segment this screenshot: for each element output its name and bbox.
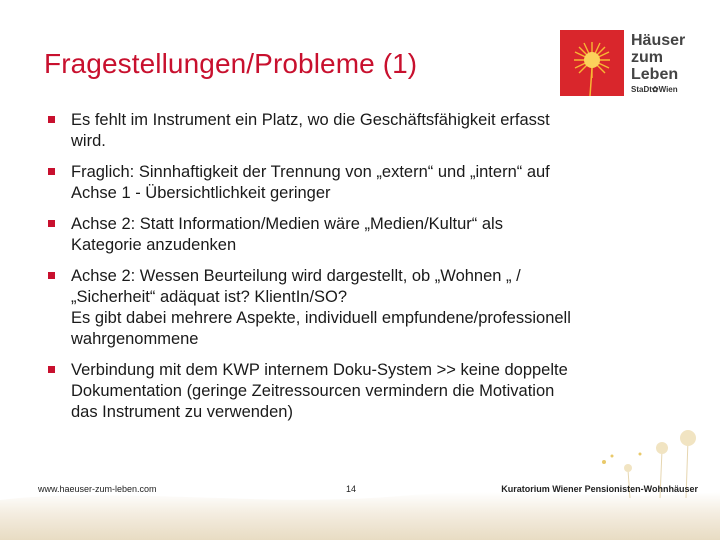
bullet-text-line: Achse 2: Statt Information/Medien wäre „Medien/Kultur“ als: [71, 215, 503, 233]
bullet-item: [48, 360, 688, 423]
logo-line: Leben: [631, 66, 679, 83]
square-bullet-icon: [48, 366, 55, 373]
bullet-item: [48, 266, 688, 350]
slide-title: Fragestellungen/Probleme (1): [44, 48, 418, 79]
bullet-list: [48, 110, 688, 433]
logo-line: Häuser: [631, 32, 686, 49]
bullet-text-line: wahrgenommene: [71, 330, 199, 348]
bullet-text-line: das Instrument zu verwenden): [71, 403, 293, 421]
bullet-text-line: wird.: [71, 132, 106, 150]
bullet-item: [48, 162, 688, 204]
bullet-item: [48, 110, 688, 152]
bullet-text-line: Achse 2: Wessen Beurteilung wird dargestellt, ob „Wohnen „ /: [71, 267, 521, 285]
bullet-text-line: Es fehlt im Instrument ein Platz, wo die Geschäftsfähigkeit erfasst: [71, 111, 550, 129]
bullet-text-line: „Sicherheit“ adäquat ist? KlientIn/SO?: [71, 288, 348, 306]
bullet-text-line: Kategorie anzudenken: [71, 236, 237, 254]
slide-footer: [0, 484, 720, 498]
square-bullet-icon: [48, 220, 55, 227]
logo-wordmark: [631, 32, 685, 83]
footer-website: www.haeuser-zum-leben.com: [38, 484, 157, 494]
dandelion-icon: [560, 30, 624, 96]
bullet-text-line: Es gibt dabei mehrere Aspekte, individuell empfundene/professionell: [71, 309, 571, 327]
bullet-text-line: Achse 1 - Übersichtlichkeit geringer: [71, 184, 331, 202]
dandelion-logo-mark: [560, 30, 624, 96]
bullet-item: [48, 214, 688, 256]
square-bullet-icon: [48, 168, 55, 175]
logo-line: zum: [631, 49, 663, 66]
square-bullet-icon: [48, 272, 55, 279]
square-bullet-icon: [48, 116, 55, 123]
bullet-text-line: Fraglich: Sinnhaftigkeit der Trennung von „extern“ und „intern“ auf: [71, 163, 550, 181]
bullet-text-line: Verbindung mit dem KWP internem Doku-System >> keine doppelte: [71, 361, 568, 379]
page-number: 14: [346, 484, 357, 494]
stadt-wien-label: StaDt✿Wien: [631, 85, 678, 94]
haeuser-zum-leben-logo: [560, 30, 700, 100]
footer-organization: Kuratorium Wiener Pensionisten-Wohnhäuser: [501, 484, 698, 494]
bullet-text-line: Dokumentation (geringe Zeitressourcen vermindern die Motivation: [71, 382, 555, 400]
